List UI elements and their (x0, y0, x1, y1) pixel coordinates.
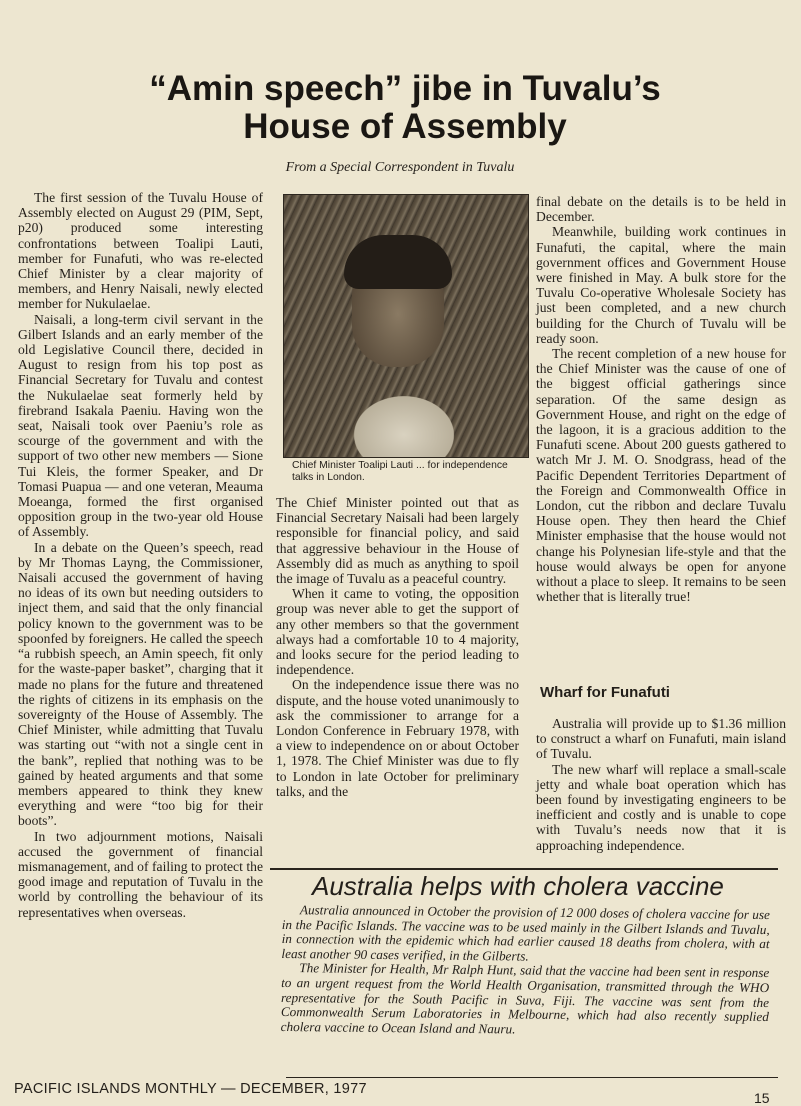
paragraph: Australia announced in October the provision of 12 000 doses of cholera vaccine for use in the Pacific Islands. The vaccine was to be used mainly in the Gilbert Islands and Tuvalu, in connection with the epidemic which had earlier caused 18 deaths from cholera, with at least another 90 cases verified, in the Gilberts. (281, 902, 770, 964)
footer-masthead: PACIFIC ISLANDS MONTHLY — DECEMBER, 1977 (14, 1081, 367, 1097)
paragraph: On the independence issue there was no dispute, and the house voted unanimously to ask the commissioner to arrange for a London Conference in February 1978, with a view to independence on or about October 1, 1978. The Chief Minister was due to fly to London in late October for preliminary talks, and the (276, 677, 519, 799)
photo-caption: Chief Minister Toalipi Lauti ... for independence talks in London. (292, 460, 508, 483)
headline-line-2: House of Assembly (243, 107, 567, 146)
article-headline (20, 70, 790, 146)
section-subhead: Wharf for Funafuti (540, 684, 670, 701)
paragraph: Australia will provide up to $1.36 million to construct a wharf on Funafuti, main island of Tuvalu. (536, 716, 786, 762)
paragraph: The recent completion of a new house for the Chief Minister was the cause of one of the biggest official gatherings since separation. Of the same design as Government House, and right on the edge of the lagoon, it is a gracious addition to the Funafuti scene. About 200 guests gathered to watch Mr J. M. O. Snodgrass, head of the Pacific Dependent Territories Department of the Foreign and Commonwealth Office in London, cut the ribbon and declare Tuvalu House open. They then heard the Chief Minister emphasise that the house would not change his Polynesian life-style and that the house would always be open for anyone without a place to sleep. It remains to be seen whether that is literally true! (536, 346, 786, 605)
paragraph: Meanwhile, building work continues in Funafuti, the capital, where the main government offices and Government House were finished in May. A bulk store for the Tuvalu Co-operative Wholesale Society has just been completed, and a new church building for the Church of Tuvalu will be ready soon. (536, 224, 786, 346)
article-byline: From a Special Correspondent in Tuvalu (285, 160, 515, 175)
page-number: 15 (754, 1090, 770, 1106)
article-column-3-continued (536, 716, 786, 853)
article-column-1 (18, 190, 263, 920)
paragraph: When it came to voting, the opposition group was never able to get the support of any other members so that the government always had a comfortable 10 to 4 majority, and looks secure for the period leading to independence. (276, 586, 519, 678)
paragraph: In a debate on the Queen’s speech, read by Mr Thomas Layng, the Commissioner, Naisali accused the government of having no ideas of its own but needing outsiders to inject them, and said that the only financial policy known to the government was to be spoonfed by foreigners. He called the speech “a rubbish speech, an Amin speech, fit only for the waste-paper basket”, charging that it made no plans for the future and threatened the rights of citizens in its emphasis on the sovereignty of the House of Assembly. The Chief Minister, while admitting that Tuvalu was starting out “with not a single cent in the bank”, replied that nothing was to be gained by heated arguments and that some members appeared to think they knew everything and were “too big for their boots”. (18, 539, 263, 829)
article-column-3 (536, 194, 786, 604)
headline-line-1: “Amin speech” jibe in Tuvalu’s (149, 69, 661, 108)
box-bottom-rule (286, 1077, 778, 1078)
paragraph: In two adjournment motions, Naisali accused the government of financial mismanagement, and of failing to protect the good image and reputation of Tuvalu in the world by controlling the behaviour of its representatives when overseas. (18, 828, 263, 920)
box-body (281, 903, 770, 1039)
paragraph: final debate on the details is to be held in December. (536, 194, 786, 225)
box-headline: Australia helps with cholera vaccine (312, 871, 724, 901)
article-column-2 (276, 495, 519, 799)
photo-hair (344, 235, 452, 289)
box-top-rule (270, 868, 778, 870)
paragraph: The first session of the Tuvalu House of Assembly elected on August 29 (PIM, Sept, p20) produced some interesting confrontations between Toalipi Lauti, member for Funafuti, who was re-elected Chief Minister by a clear majority of members, and Henry Naisali, newly elected member for Nukulaelae. (18, 190, 263, 312)
paragraph: Naisali, a long-term civil servant in the Gilbert Islands and an early member of the old Legislative Council there, decided in August to resign from his top post as Financial Secretary for Tuvalu and contest the Nukulaelae seat formerly held by firebrand Isakala Paeniu. Having won the seat, Naisali took over Paeniu’s role as scourge of the government and with the support of two other new members — Sione Tui Kleis, the former Speaker, and Dr Tomasi Puapua — and one veteran, Meauma Moeanga, formed the first organised opposition group in the two-year old House of Assembly. (18, 311, 263, 540)
paragraph: The Minister for Health, Mr Ralph Hunt, said that the vaccine had been sent in response to an urgent request from the World Health Organisation, transmitted through the WHO representative for the South Pacific in Suva, Fiji. The vaccine was sent from the Commonwealth Serum Laboratories in Melbourne, which had also recently supplied cholera vaccine to Ocean Island and Nauru. (280, 960, 770, 1037)
paragraph: The new wharf will replace a small-scale jetty and whale boat operation which has been found by investigating engineers to be inefficient and costly and is unable to cope with Tuvalu’s needs now that it is approaching independence. (536, 761, 786, 853)
paragraph: The Chief Minister pointed out that as Financial Secretary Naisali had been largely responsible for financial policy, and said that aggressive behaviour in the House of Assembly did as much as anything to spoil the image of Tuvalu as a peaceful country. (276, 495, 519, 587)
portrait-photo (283, 194, 529, 458)
